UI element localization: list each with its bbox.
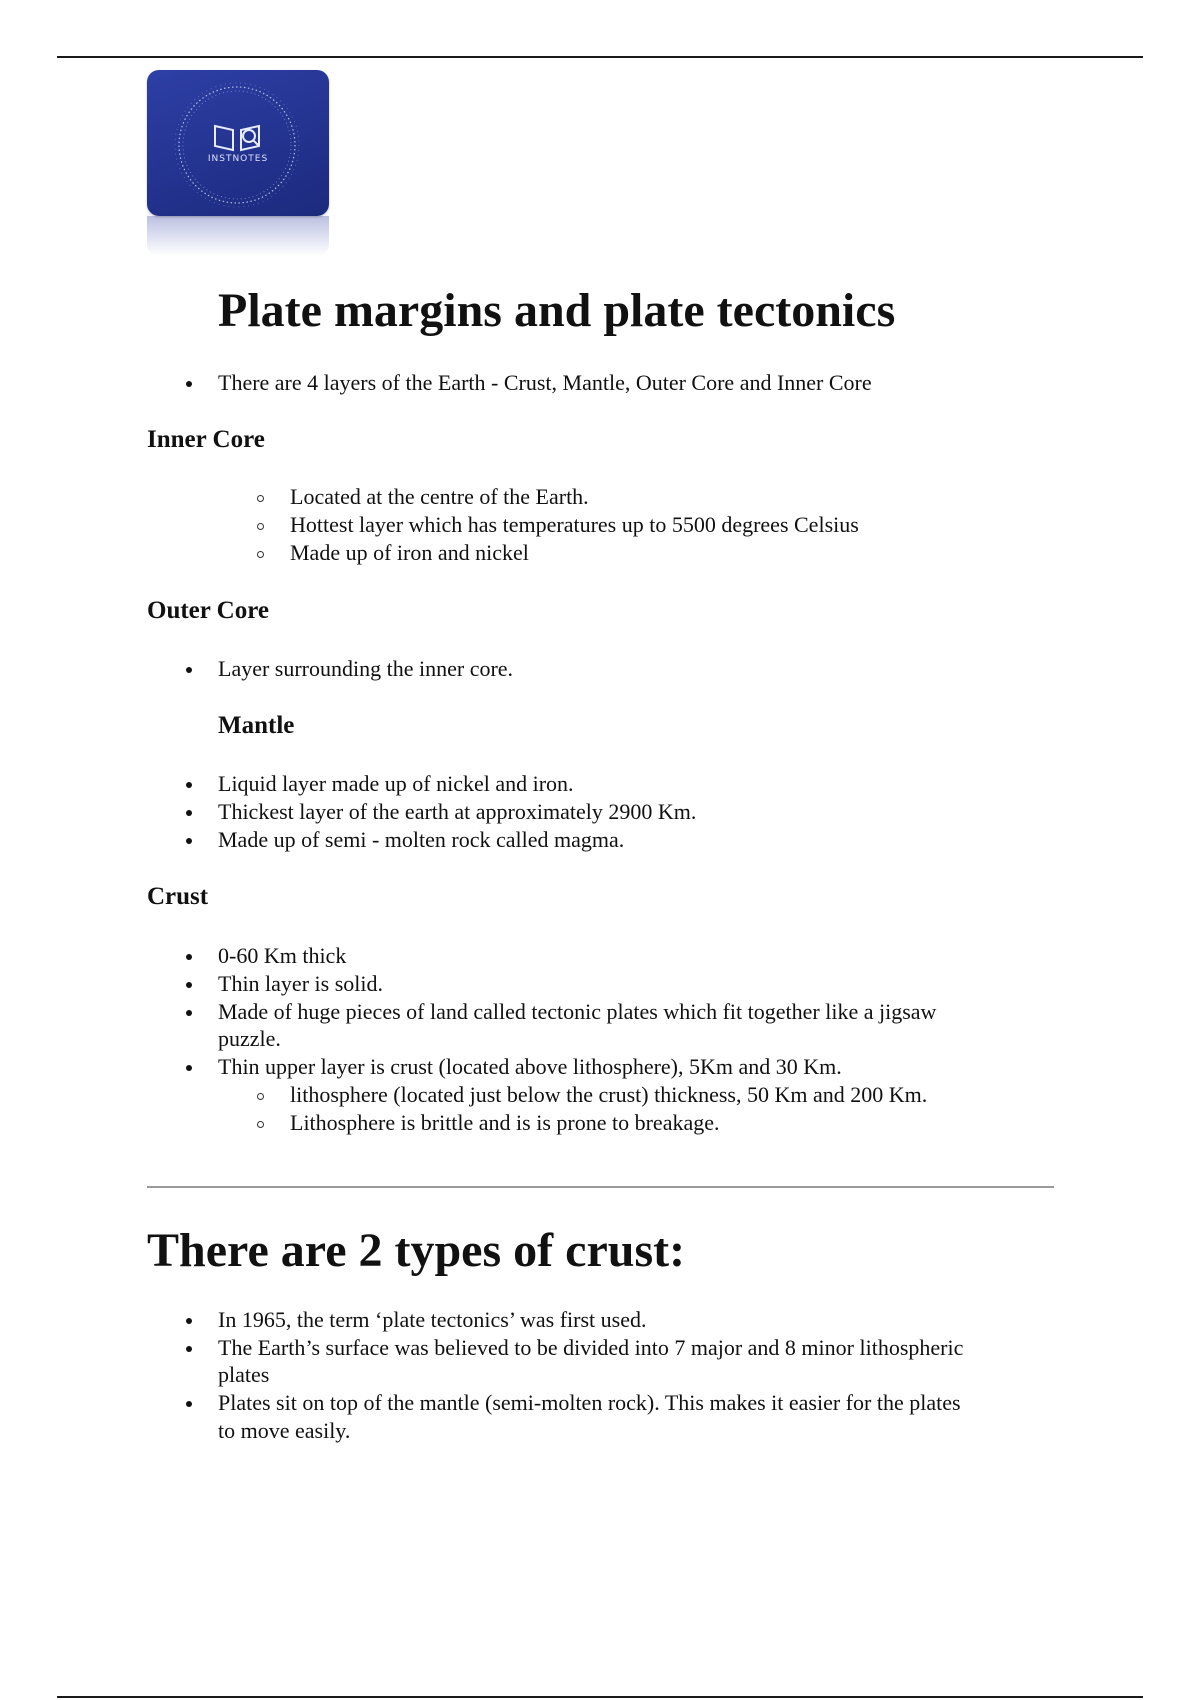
logo — [147, 70, 329, 256]
top-rule — [57, 56, 1143, 58]
page-title: Plate margins and plate tectonics — [218, 284, 896, 337]
list-item: Located at the centre of the Earth. — [290, 484, 589, 509]
list-item: Made of huge pieces of land called tectonic plates which fit together like a jigsaw — [218, 999, 937, 1024]
list-item: Made up of semi - molten rock called magma. — [218, 827, 625, 852]
inner-core-heading: Inner Core — [147, 426, 265, 453]
list-item-continuation: puzzle. — [218, 1026, 281, 1051]
list-item-continuation: plates — [218, 1362, 270, 1387]
list-item: In 1965, the term ‘plate tectonics’ was first used. — [218, 1307, 647, 1332]
list-item: Plates sit on top of the mantle (semi-molten rock). This makes it easier for the plates — [218, 1390, 961, 1415]
sub-list-item: lithosphere (located just below the crust) thickness, 50 Km and 200 Km. — [290, 1082, 928, 1107]
logo-reflection — [147, 216, 329, 256]
section-divider — [147, 1186, 1054, 1188]
outer-core-heading: Outer Core — [147, 597, 269, 624]
list-item: Liquid layer made up of nickel and iron. — [218, 771, 574, 796]
logo-text: INSTNOTES — [207, 154, 269, 164]
list-item: Thin layer is solid. — [218, 971, 383, 996]
list-item: Thin upper layer is crust (located above lithosphere), 5Km and 30 Km. — [218, 1054, 842, 1079]
intro-item: There are 4 layers of the Earth - Crust, Mantle, Outer Core and Inner Core — [218, 370, 872, 395]
bottom-rule — [57, 1696, 1143, 1698]
list-item: Hottest layer which has temperatures up to 5500 degrees Celsius — [290, 512, 859, 537]
list-item: Made up of iron and nickel — [290, 540, 529, 565]
list-item: The Earth’s surface was believed to be divided into 7 major and 8 minor lithospheric — [218, 1335, 964, 1360]
list-item-continuation: to move easily. — [218, 1418, 351, 1443]
mantle-heading: Mantle — [218, 712, 295, 739]
sub-list-item: Lithosphere is brittle and is is prone to breakage. — [290, 1110, 720, 1135]
logo-badge — [147, 70, 329, 216]
list-item: 0-60 Km thick — [218, 943, 347, 968]
list-item: Thickest layer of the earth at approximately 2900 Km. — [218, 799, 697, 824]
crust-types-heading: There are 2 types of crust: — [147, 1224, 686, 1277]
crust-heading: Crust — [147, 883, 209, 910]
logo-emblem-icon — [147, 70, 329, 216]
list-item: Layer surrounding the inner core. — [218, 656, 514, 681]
